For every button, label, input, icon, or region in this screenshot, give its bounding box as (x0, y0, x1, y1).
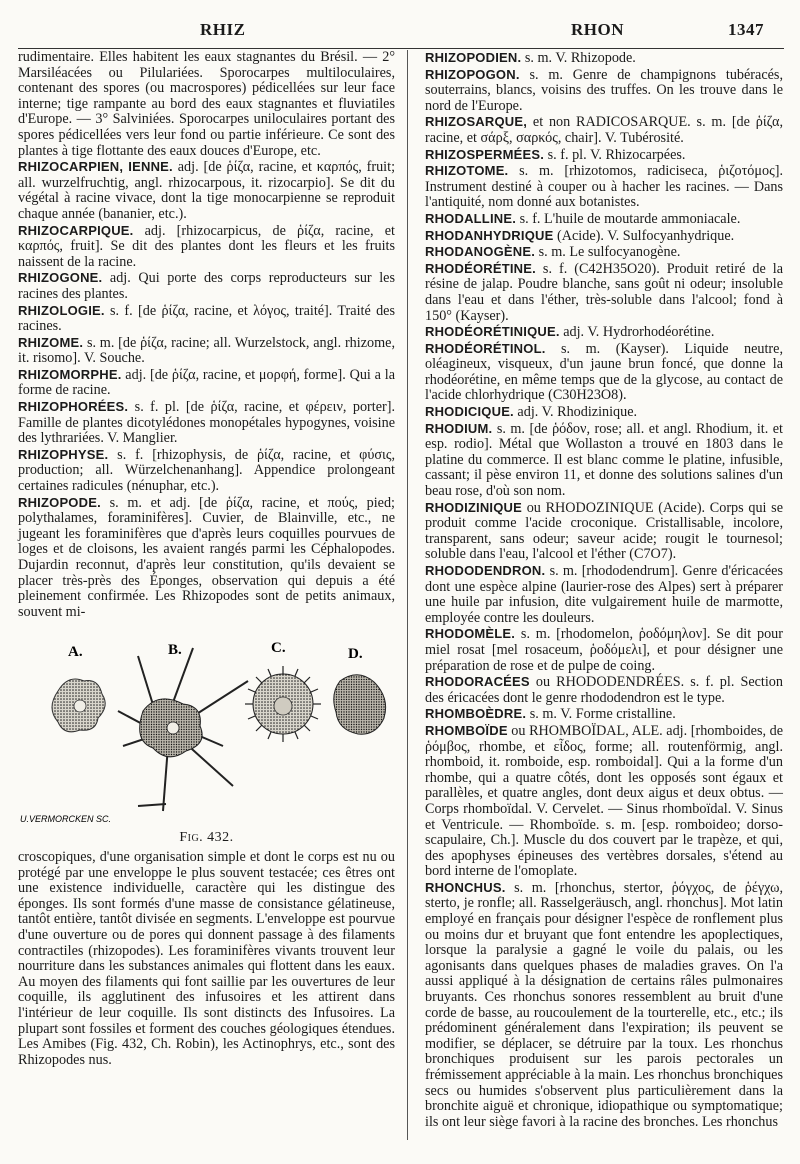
entry-definition: adj. [de ῥίζα, racine, et μορφή, forme]. Qui a la forme de racine. (18, 366, 395, 399)
entry-definition: s. m. [de ῥόδον, rose; all. et angl. Rhodium, it. et esp. rodio]. Métal que Wollaston a trouvé en 1803 dans le platine du commerce. Il est blanc comme le platine, infusible, cassant; il pèse environ 11, et donne des solutions salines d'un beau rose, d'où son nom. (425, 420, 783, 500)
entry-definition: s. m. [rhodomelon, ῥοδόμηλον]. Se dit pour miel rosat [mel rosaceum, ῥοδόμελι], et pour désigner une préparation de rose et de pulpe de coing. (425, 626, 783, 674)
entry-definition: s. m. Genre de champignons tubéracés, souterrains, blancs, voisins des truffes. On les trouve dans le nord de l'Europe. (425, 66, 783, 114)
figure-label-b: B. (168, 642, 182, 659)
dictionary-entry (18, 399, 395, 447)
dictionary-entry (425, 50, 783, 67)
engraver-signature: U.VERMORCKEN SC. (20, 814, 112, 825)
entry-headword: RHODÉORÉTINIQUE. (425, 324, 560, 340)
entry-headword: RHODIUM. (425, 420, 493, 436)
foraminifera-illustration (18, 626, 395, 826)
entry-headword: RHODORACÉES (425, 674, 530, 690)
entry-headword: RHOMBOÏDE (425, 722, 508, 738)
entry-headword: RHODALLINE. (425, 210, 517, 226)
entry-definition: ou RHOMBOÏDAL, ALE. adj. [rhomboides, de ῥόμβος, rhombe, et εἶδος, forme; all. routenförmig, angl. rhomboid, it. romboide, esp. romboidal]. Qui a la forme d'un rhombe, qui a quatre côtés, dont les opposés sont égaux et parallèles, et quatre angles, dont deux aigus et deux obtus. — Corps rhomboïdal. V. Cervelet. — Sinus rhomboïdal. V. Sinus et Ventricule. — Rhomboïde. s. m. [esp. romboideo; dorso-scapulaire, Ch.]. Muscle du dos couvert par le trapèze, et qui, des apophyses épineuses des vertèbres dorsales, s'étend au bord interne de l'omoplate. (425, 722, 783, 880)
continuation-text: rudimentaire. Elles habitent les eaux stagnantes du Brésil. — 2° Marsiléacées ou Pilulariées. Sporocarpes multiloculaires, contenant des spores (ou macrospores) pédicellées sur leur face interne; tige rampante au bord des eaux stagnantes et fluviatiles d'Europe. — 3° Salviniées. Sporocarpes uniloculaires portant des spores pédicellées vers leur fond ou partie inférieure. Ce sont des plantes à tige flottante des eaux douces d'Europe, etc. (18, 49, 395, 159)
entry-headword: RHODANOGÈNE. (425, 244, 536, 260)
specimen-c (245, 666, 321, 742)
header-center-word: RHON (571, 20, 624, 39)
dictionary-entry (425, 228, 783, 245)
dictionary-entry (425, 67, 783, 115)
right-entries (425, 50, 783, 1130)
entry-definition: s. f. [rhizophysis, de ῥίζα, racine, et φύσις, production; all. Würzelchenanhang]. Appendice prolongeant certaines radicules (nénuphar, etc.). (18, 446, 395, 495)
entry-headword: RHODOMÈLE. (425, 626, 516, 642)
dictionary-entry (425, 723, 783, 880)
entry-headword: RHONCHUS. (425, 879, 506, 895)
entry-definition: adj. V. Hydrorhodéorétine. (559, 324, 715, 341)
entry-definition: adj. Qui porte des corps reproducteurs sur les racines des plantes. (18, 270, 395, 302)
left-column (18, 50, 395, 1068)
column-divider (407, 50, 408, 1140)
dictionary-entry (18, 335, 395, 367)
entry-definition: ou RHODODENDRÉES. s. f. pl. Section des éricacées dont le genre rhododendron est le type. (425, 674, 783, 706)
specimen-a (52, 679, 105, 732)
dictionary-entry (425, 500, 783, 563)
entry-definition: s. m. [rhonchus, stertor, ῥόγχος, de ῥέγχω, sterto, je ronfle; all. Rasselgeräusch, angl. rhonchus]. Mot latin employé en français pour désigner l'espèce de ronflement plus ou moins dur et bruyant que font entendre les apoplectiques, lorsque la paralysie a gagné le voile du palais, ou les agonisants dans quelques phases de maladies graves. On l'a aussi appliqué à la désignation de certains râles pulmonaires bruyants. Ces rhonchus sonores ressemblent au bruit d'une corde de basse, au roucoulement de la tourterelle, etc., etc.; ils prédominent généralement dans l'expiration; ils peuvent se modifier, se déplacer, se détruire par la toux. Les rhonchus bronchiques produisent sur les parois pectorales un frémissement appréciable à la main. Les rhonchus bronchiques secs ou humides s'observent plus particulièrement dans la bronchite aiguë et chronique, idiopathique ou symptomatique; ils ont leur siège favori à la racine des bronches. Les rhonchus (425, 879, 783, 1130)
entry-definition: s. f. (C42H35O20). Produit retiré de la résine de jalap. Poudre blanche, sans goût ni odeur; insoluble dans l'eau et dans l'éther, très-soluble dans l'alcool; fond à 150° (Kayser). (425, 260, 783, 324)
entry-headword: RHODANHYDRIQUE (425, 227, 554, 243)
entry-headword: RHIZOLOGIE. (18, 302, 105, 318)
specimen-d (334, 675, 386, 734)
dictionary-entry (425, 211, 783, 228)
entry-definition: s. f. pl. [de ῥίζα, racine, et φέρειν, porter]. Famille de plantes dicotylédones monopétales hypogynes, voisine des lythrariées. V. Manglier. (18, 399, 395, 447)
entry-definition: adj. [rhizocarpicus, de ῥίζα, racine, et καρπός, fruit]. Se dit des plantes dont les fleurs et les fruits naissent de la racine. (18, 222, 395, 270)
figure-label-a: A. (68, 644, 83, 661)
entry-headword: RHIZOGONE. (18, 270, 103, 286)
entry-headword: RHIZOPODIEN. (425, 50, 522, 65)
dictionary-entry (425, 324, 783, 341)
dictionary-entry (425, 421, 783, 500)
entry-definition: adj. [de ῥίζα, racine, et καρπός, fruit; all. wurzelfruchtig, angl. rhizocarpous, it. rizocarpio]. Se dit du végétal à racine vivace, dont la tige monocarpienne se reproduit chaque année (bananier, etc.). (18, 159, 396, 222)
dictionary-entry (18, 159, 395, 222)
entry-headword: RHODÉORÉTINE. (425, 260, 536, 276)
entry-headword: RHODÉORÉTINOL. (425, 340, 546, 356)
entry-headword: RHIZOSPERMÉES. (425, 146, 545, 162)
entry-definition: s. m. (Kayser). Liquide neutre, oléagineux, visqueux, d'un jaune brun foncé, que donne la rhodéorétine, en même temps que de la glycose, au contact de l'acide chlorhydrique (C30H23O8). (425, 340, 783, 404)
entry-headword: RHIZOPHYSE. (18, 446, 109, 462)
header-left-word: RHIZ (200, 20, 246, 39)
entry-definition: s. m. [rhizotomos, radiciseca, ῥιζοτόμος]. Instrument destiné à couper ou à hacher les racines. — Dans l'antiquité, nom donné aux botanistes. (425, 163, 783, 211)
entry-headword: RHIZOCARPIQUE. (18, 222, 134, 238)
running-header (0, 20, 800, 50)
entry-definition: s. f. L'huile de moutarde ammoniacale. (516, 210, 741, 227)
dictionary-entry (425, 163, 783, 211)
dictionary-entry (425, 114, 783, 146)
dictionary-entry (18, 303, 395, 335)
dictionary-entry (425, 341, 783, 404)
dictionary-entry (18, 367, 395, 399)
entry-headword: RHIZOTOME. (425, 163, 509, 179)
figure-caption: Fig. 432. (179, 830, 234, 846)
left-entries (18, 159, 395, 620)
dictionary-entry (425, 563, 783, 626)
entry-definition: s. f. pl. V. Rhizocarpées. (544, 146, 686, 163)
dictionary-entry (425, 147, 783, 164)
dictionary-entry (18, 447, 395, 495)
entry-headword: RHIZOME. (18, 334, 84, 350)
entry-definition: s. m. V. Forme cristalline. (526, 706, 676, 723)
entry-definition: (Acide). V. Sulfocyanhydrique. (553, 227, 735, 244)
dictionary-entry (425, 626, 783, 674)
dictionary-entry (18, 223, 395, 271)
entry-headword: RHIZOMORPHE. (18, 366, 122, 382)
entry-headword: RHODODENDRON. (425, 563, 546, 578)
entry-headword: RHIZOSARQUE, (425, 114, 528, 130)
dictionary-entry (425, 674, 783, 706)
entry-headword: RHIZOPOGON. (425, 66, 520, 82)
entry-definition: s. f. [de ῥίζα, racine, et λόγος, traité]. Traité des racines. (18, 302, 395, 335)
entry-definition: s. m. Le sulfocyanogène. (535, 244, 681, 261)
entry-headword: RHODIZINIQUE (425, 499, 523, 515)
entry-headword: RHIZOPODE. (18, 494, 101, 510)
after-figure-text: croscopiques, d'une organisation simple et dont le corps est nu ou protégé par une enveloppe le plus souvent testacée; ces êtres ont une existence individuelle, caractère qui les distingue des éponges. Ils sont formés d'une masse de consistance gélatineuse, tantôt entière, tantôt divisée en segments. L'enveloppe est pourvue d'une ouverture ou de pores qui donnent passage à des filaments contractiles (rhizopodes). Les foraminifères vivants trouvent leur nourriture dans les substances animales qui flottent dans les eaux. Au moyen des filaments qui font saillie par les ouvertures de leur coquille, ils agglutinent des infusoires et les attirent dans l'intérieur de leur coquille. Ils sont distincts des Infusoires. La plupart sont fossiles et forment des couches géologiques étendues. Les Amibes (Fig. 432, Ch. Robin), les Actinophrys, etc., sont des Rhizopodes nus. (18, 848, 395, 1068)
entry-definition: s. m. V. Rhizopode. (521, 50, 636, 66)
dictionary-entry (425, 404, 783, 421)
entry-headword: RHIZOPHORÉES. (18, 399, 129, 415)
entry-definition: adj. V. Rhodizinique. (513, 404, 638, 421)
figure-label-d: D. (348, 646, 363, 663)
right-column (425, 50, 783, 1130)
dictionary-entry (425, 706, 783, 723)
entry-definition: s. m. [de ῥίζα, racine; all. Wurzelstock, angl. rhizome, it. risomo]. V. Souche. (18, 334, 395, 367)
figure-432 (18, 626, 395, 826)
entry-definition: s. m. [rhododendrum]. Genre d'éricacées dont une espèce alpine (laurier-rose des Alpes) sert à préparer une huile par infusion, dite vulgairement huile de marmotte, employée contre les douleurs. (425, 563, 783, 626)
entry-definition: et non RADICOSARQUE. s. m. [de ῥίζα, racine, et σάρξ, σαρκός, chair]. V. Tubérosité. (425, 114, 783, 146)
dictionary-entry (18, 495, 395, 621)
entry-definition: s. m. et adj. [de ῥίζα, racine, et πούς, pied; polythalames, foraminifères]. Cuvier, de Blainville, etc., ne jugeant les foraminifères que d'après leurs coquilles pourvues de loges et de cloisons, les avaient rangés parmi les Céphalopodes. Dujardin reconnut, d'après leur constitution, qu'ils devaient se placer très-près des Éponges, observation qui depuis a été pleinement confirmée. Les Rhizopodes sont de petits animaux, souvent mi- (18, 494, 395, 620)
entry-headword: RHODICIQUE. (425, 404, 514, 420)
page-number: 1347 (728, 20, 764, 39)
dictionary-entry (425, 261, 783, 324)
entry-definition: ou RHODOZINIQUE (Acide). Corps qui se produit comme l'acide croconique. Cristallisable, incolore, transparent, sans odeur; saveur acide; rougit le tournesol; soluble dans l'eau, l'alcool et l'éther (C7O7). (425, 499, 783, 563)
dictionary-entry (18, 270, 395, 302)
figure-label-c: C. (271, 640, 286, 657)
dictionary-entry (425, 880, 783, 1131)
dictionary-entry (425, 244, 783, 261)
entry-headword: RHOMBOÈDRE. (425, 706, 527, 722)
entry-headword: RHIZOCARPIEN, IENNE. (18, 159, 173, 175)
